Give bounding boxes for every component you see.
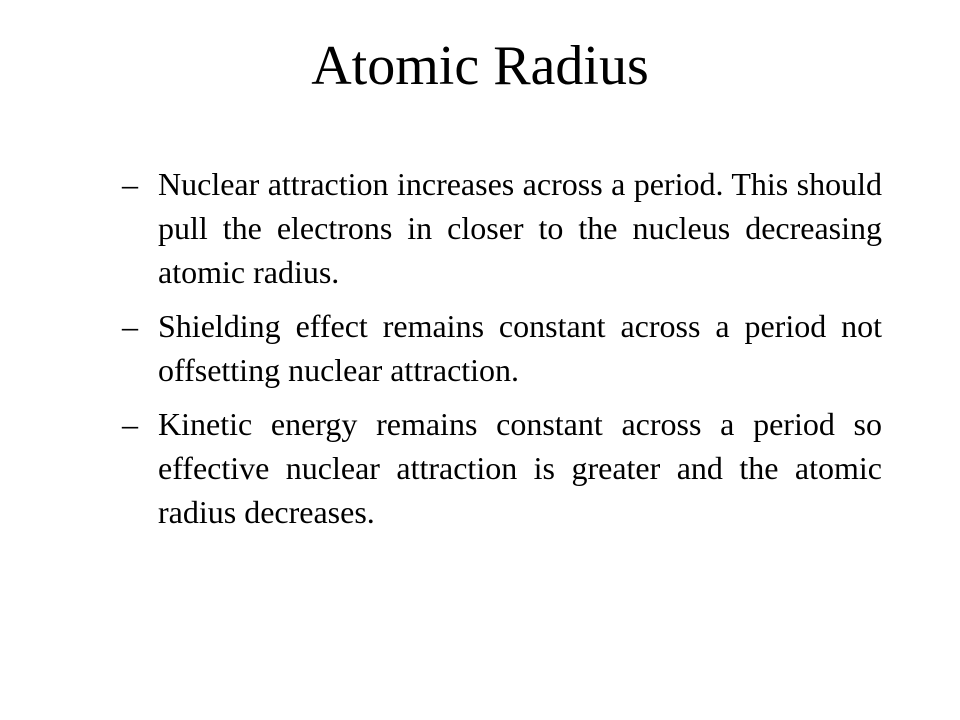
bullet-text: Nuclear attraction increases across a period. This should pull the electrons in closer to the nucleus decreasing atomic radius.	[158, 166, 882, 290]
bullet-list	[122, 162, 882, 544]
dash-marker: –	[122, 308, 138, 344]
bullet-text: Shielding effect remains constant across a period not offsetting nuclear attraction.	[158, 308, 882, 388]
bullet-item	[122, 304, 882, 392]
bullet-item	[122, 402, 882, 534]
dash-marker: –	[122, 166, 138, 202]
slide-title: Atomic Radius	[311, 35, 649, 97]
dash-marker: –	[122, 406, 138, 442]
bullet-text: Kinetic energy remains constant across a period so effective nuclear attraction is greater and the atomic radius decreases.	[158, 406, 882, 530]
bullet-item	[122, 162, 882, 294]
